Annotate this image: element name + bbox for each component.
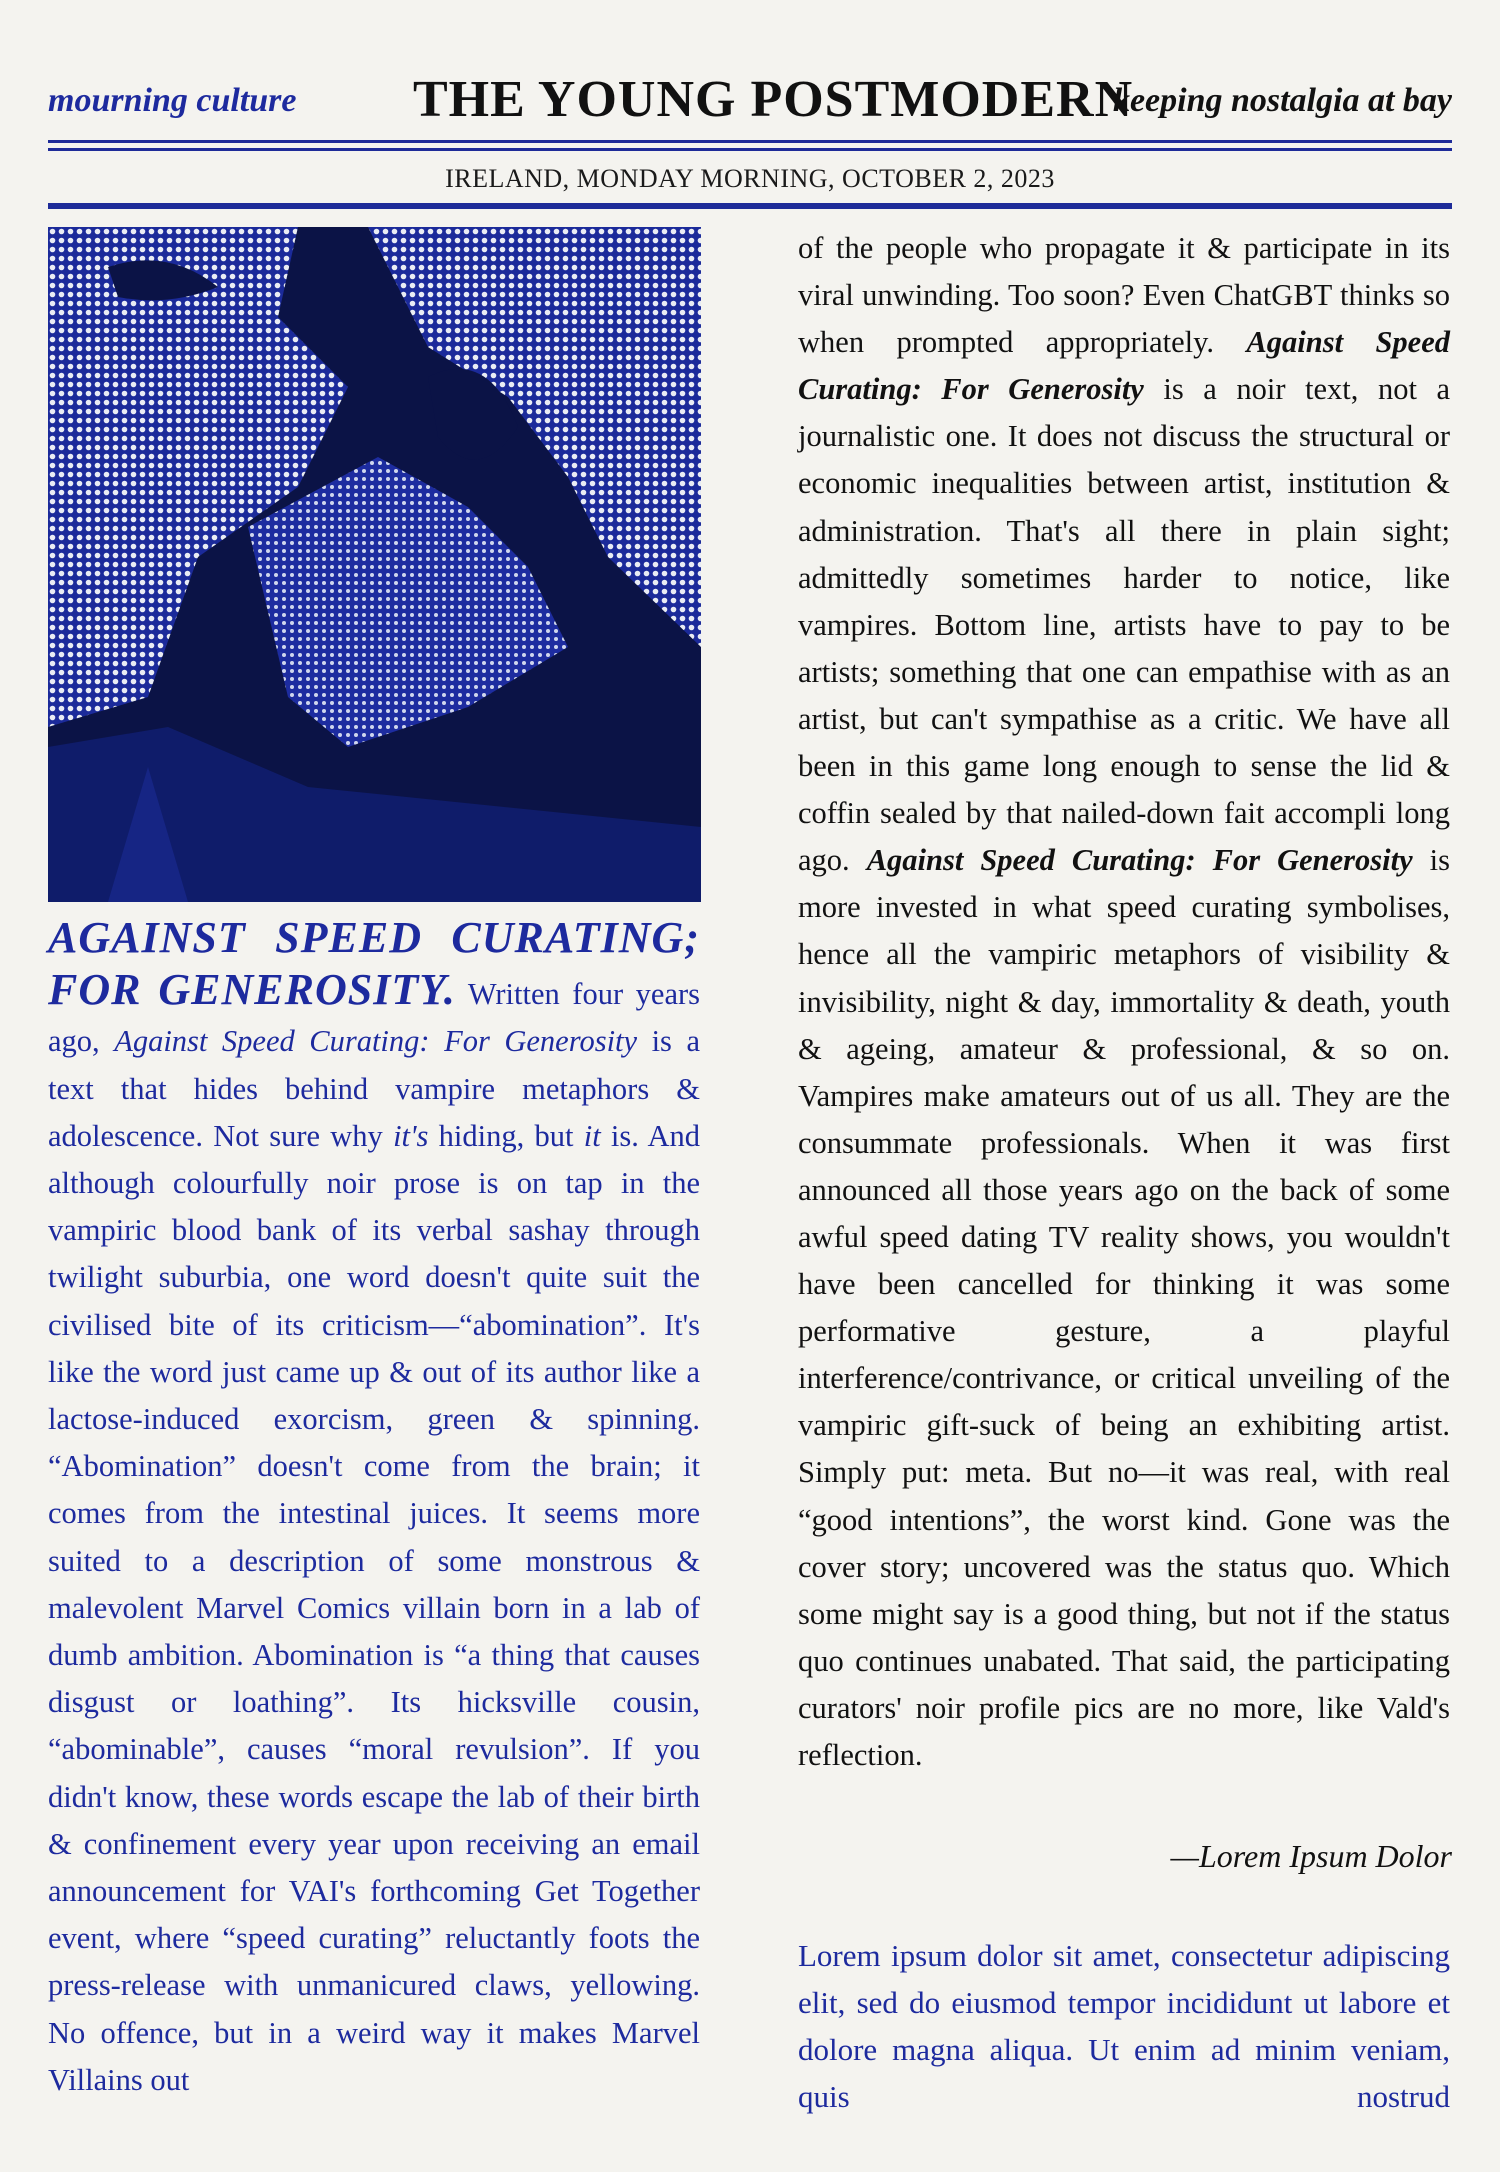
masthead (48, 70, 1452, 140)
dateline-rule (48, 203, 1452, 209)
lorem-paragraph: Lorem ipsum dolor sit amet, consectetur adipiscing elit, sed do eiusmod tempor incididunt ut labore et dolore magna aliqua. Ut enim ad minim veniam, quis nostrud (798, 1938, 1450, 2114)
author-signature: —Lorem Ipsum Dolor (1170, 1838, 1452, 1874)
masthead-rule-bottom (48, 148, 1452, 151)
article-left-column (48, 914, 700, 2104)
dateline: IRELAND, MONDAY MORNING, OCTOBER 2, 2023 (445, 164, 1055, 193)
article-headline: AGAINST SPEED CURATING; FOR GENEROSITY. (48, 913, 700, 1015)
title-reference: Against Speed Curating: For Generosity (114, 1024, 638, 1059)
article-text: hiding, but (428, 1118, 584, 1153)
article-right-column (798, 225, 1450, 1779)
article-text: of the people who propagate it & participate in its viral unwinding. Too soon? Even ChatGBT thinks so when prompted appropriately. (798, 231, 1450, 360)
article-text: is a noir text, not a journalistic one. It does not discuss the structural or economic inequalities between artist, institution & administration. That's all there in plain sight; admittedly sometimes harder to notice, like vampires. Bottom line, artists have to pay to be artists; something that one can empathise with as an artist, but can't sympathise as a critic. We have all been in this game long enough to sense the lid & coffin sealed by that nailed-down fait accompli long ago. (798, 372, 1450, 878)
right-tagline: keeping nostalgia at bay (1112, 82, 1452, 119)
emphasis-it: it (583, 1118, 601, 1153)
title-reference: Against Speed Curating: For Generosity (798, 325, 1450, 407)
article-text: is more invested in what speed curating symbolises, hence all the vampiric metaphors of visibility & invisibility, night & day, immortality & death, youth & ageing, amateur & professional, & so on. Vampires make amateurs out of us all. They are the consummate professionals. When it was first announced all those years ago on the back of some awful speed dating TV reality shows, you wouldn't have been cancelled for thinking it was some performative gesture, a playful interference/contrivance, or critical unveiling of the vampiric gift-suck of being an exhibiting artist. Simply put: meta. But no—it was real, with real “good intentions”, the worst kind. Gone was the cover story; uncovered was the status quo. Which some might say is a good thing, but not if the status quo continues unabated. That said, the participating curators' noir profile pics are no more, like Vald's reflection. (798, 843, 1451, 1772)
masthead-rule-top (48, 140, 1452, 143)
article-text: is a text that hides behind vampire metaphors & adolescence. Not sure why (48, 1024, 700, 1153)
article-text: is. And although colourfully noir prose is on tap in the vampiric blood bank of its verbal sashay through twilight suburbia, one word doesn't quite suit the civilised bite of its criticism—“abomination”. It's like the word just came up & out of its author like a lactose-induced exorcism, green & spinning. “Abomination” doesn't come from the brain; it comes from the intestinal juices. It seems more suited to a description of some monstrous & malevolent Marvel Comics villain born in a lab of dumb ambition. Abomination is “a thing that causes disgust or loathing”. Its hicksville cousin, “abominable”, causes “moral revulsion”. If you didn't know, these words escape the lab of their birth & confinement every year upon receiving an email announcement for VAI's forthcoming Get Together event, where “speed curating” reluctantly foots the press-release with unmanicured claws, yellowing. No offence, but in a weird way it makes Marvel Villains out (48, 1118, 700, 2097)
emphasis-its: it's (393, 1118, 429, 1153)
halftone-vampire-photo (48, 227, 701, 902)
article-lead: Written four years ago, (48, 977, 701, 1059)
title-reference: Against Speed Curating: For Generosity (866, 843, 1413, 878)
left-tagline: mourning culture (48, 82, 297, 119)
newspaper-title: THE YOUNG POSTMODERN (413, 71, 1134, 128)
